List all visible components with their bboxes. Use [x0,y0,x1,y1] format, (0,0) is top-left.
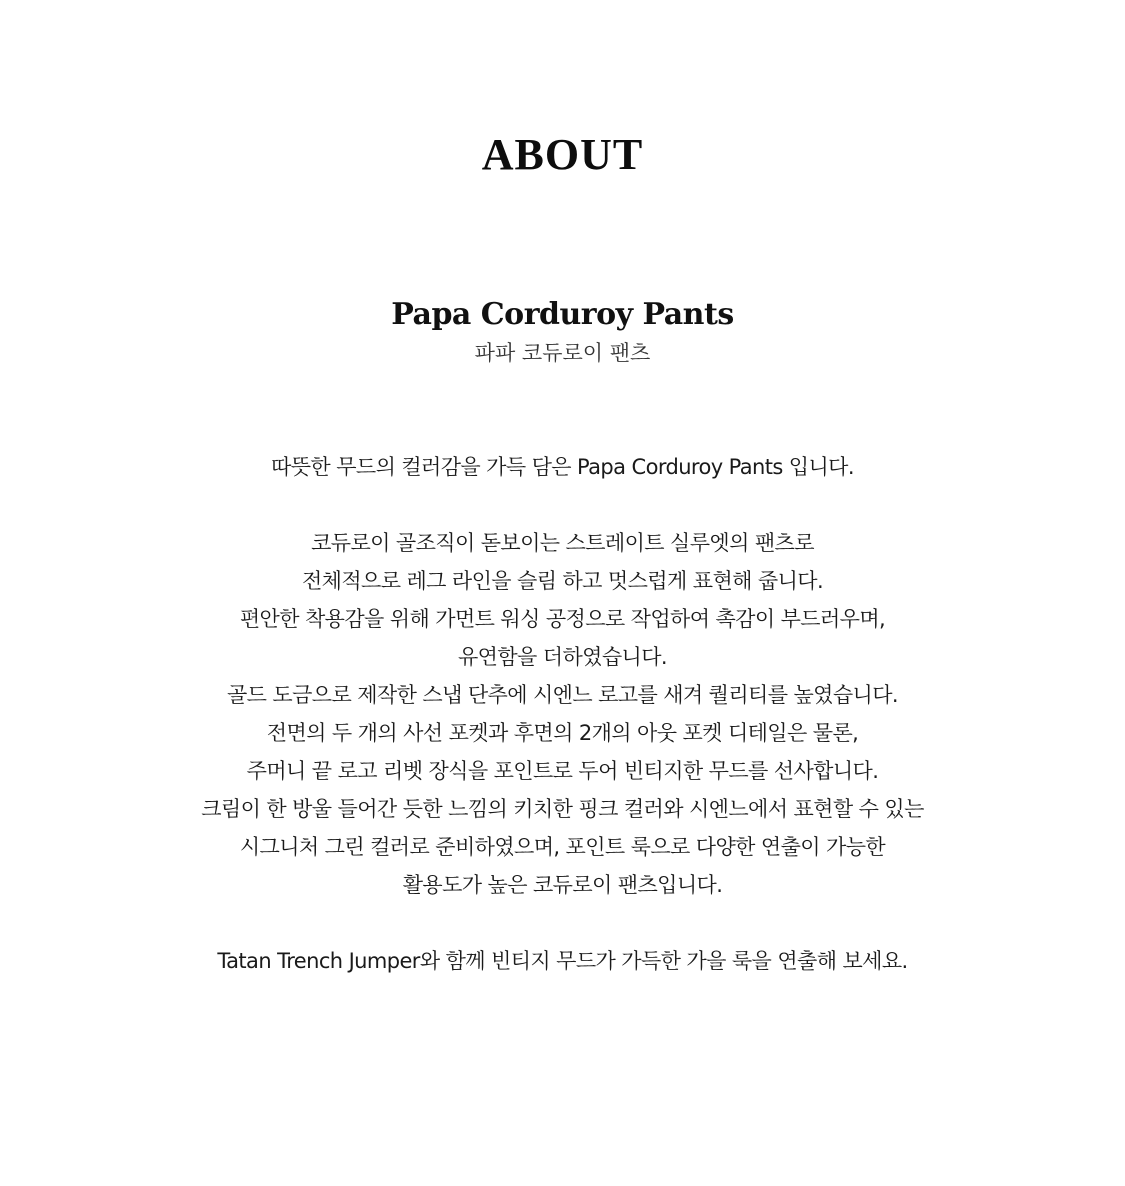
section-title: ABOUT [481,130,644,180]
product-name-english: Papa Corduroy Pants [391,297,734,332]
body-line: 전체적으로 레그 라인을 슬림 하고 멋스럽게 표현해 줍니다. [301,569,824,593]
intro-line: 따뜻한 무드의 컬러감을 가득 담은 Papa Corduroy Pants 입니다. [271,455,854,479]
body-line: 주머니 끝 로고 리벳 장식을 포인트로 두어 빈티지한 무드를 선사합니다. [246,759,879,783]
body-line: 편안한 착용감을 위해 가먼트 워싱 공정으로 작업하여 촉감이 부드러우며, [239,607,886,631]
closing-line: Tatan Trench Jumper와 함께 빈티지 무드가 가득한 가을 룩을 연출해 보세요. [217,949,908,973]
body-line: 전면의 두 개의 사선 포켓과 후면의 2개의 아웃 포켓 디테일은 물론, [266,721,859,745]
body-line: 크림이 한 방울 들어간 듯한 느낌의 키치한 핑크 컬러와 시엔느에서 표현할 수 있는 [201,797,924,821]
description-body [0,524,1125,904]
body-line: 시그니처 그린 컬러로 준비하였으며, 포인트 룩으로 다양한 연출이 가능한 [239,835,886,859]
description-closing [0,942,1125,980]
description-intro [0,448,1125,486]
product-heading [0,292,1125,368]
body-line: 골드 도금으로 제작한 스냅 단추에 시엔느 로고를 새겨 퀄리티를 높였습니다. [226,683,899,707]
product-name-korean: 파파 코듀로이 팬츠 [474,341,651,365]
body-line: 유연함을 더하였습니다. [457,645,667,669]
body-line: 코듀로이 골조직이 돋보이는 스트레이트 실루엣의 팬츠로 [311,531,814,555]
body-line: 활용도가 높은 코듀로이 팬츠입니다. [402,873,723,897]
product-description [0,448,1125,980]
